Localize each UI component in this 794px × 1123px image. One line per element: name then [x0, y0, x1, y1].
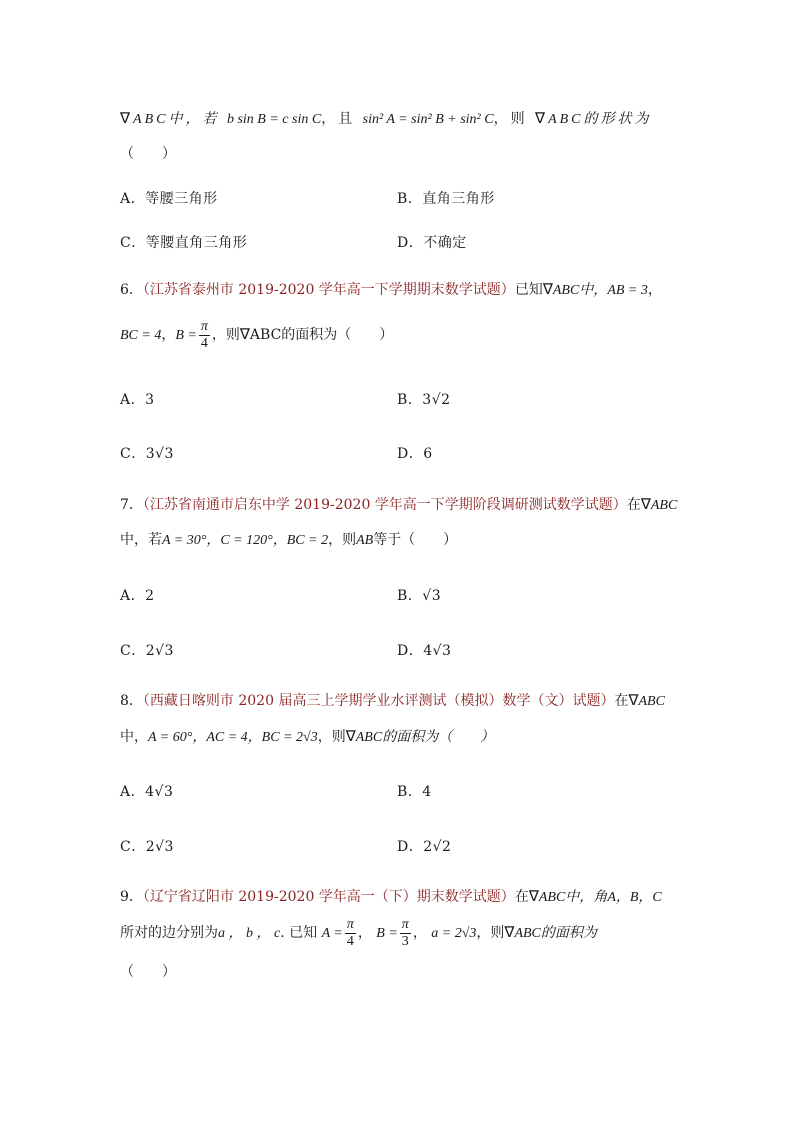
q8-option-a: A．4√3: [120, 784, 174, 800]
q6-line1: 6．（江苏省泰州市 2019-2020 学年高一下学期期末数学试题）已知∇ABC中，AB = 3，: [120, 280, 662, 298]
question-source: （江苏省南通市启东中学 2019-2020 学年高一下学期阶段调研测试数学试题）: [142, 497, 627, 513]
question-source: （西藏日喀则市 2020 届高三上学期学业水评测试（模拟）数学（文）试题）: [142, 693, 615, 709]
q5-option-a: A．等腰三角形: [120, 191, 218, 207]
fraction-pi-over-3: $\frac{\pi}{3}$: [401, 916, 409, 949]
question-source: （辽宁省辽阳市 2019-2020 学年高一（下）期末数学试题）: [142, 889, 515, 905]
q9-line1: 9．（辽宁省辽阳市 2019-2020 学年高一（下）期末数学试题）在∇ABC中，角A，B，C: [120, 887, 662, 905]
q8-option-d: D．2√2: [397, 839, 452, 855]
triangle-symbol: ∇: [535, 109, 549, 127]
q6-option-a: A．3: [120, 392, 155, 408]
q7-option-d: D．4√3: [397, 643, 452, 659]
triangle-symbol: ∇: [120, 109, 134, 127]
triangle-symbol: ∇: [542, 280, 553, 298]
q5-option-d: D．不确定: [397, 235, 467, 251]
triangle-symbol: ∇: [504, 923, 515, 941]
q8-option-b: B．4: [397, 784, 432, 800]
triangle-symbol: ∇: [628, 691, 639, 709]
fraction-pi-over-4: $\frac{\pi}{4}$: [346, 916, 354, 949]
q7-option-c: C．2√3: [120, 643, 174, 659]
triangle-symbol: ∇: [239, 325, 250, 343]
q9-line2: 所对的边分别为a ， b ， c. 已知 A = $\frac{\pi}{4}$ ， B = $\frac{\pi}{3}$ ， a = 2√3，则∇ABC的面积为: [120, 916, 597, 949]
q7-option-b: B．√3: [397, 588, 442, 604]
q7-line1: 7．（江苏省南通市启东中学 2019-2020 学年高一下学期阶段调研测试数学试题）在∇ABC: [120, 495, 678, 513]
question-source: （江苏省泰州市 2019-2020 学年高一下学期期末数学试题）: [142, 282, 515, 298]
q6-option-b: B．3√2: [397, 392, 451, 408]
q5-option-b: B．直角三角形: [397, 191, 495, 207]
q6-line2: BC = 4，B = $\frac{\pi}{4}$ ，则∇ABC的面积为（ ）: [120, 318, 394, 351]
q8-line2: 中，A = 60°，AC = 4，BC = 2√3，则∇ABC的面积为（ ）: [120, 727, 495, 745]
q9-paren: （ ）: [120, 964, 176, 980]
triangle-symbol: ∇: [345, 727, 356, 745]
q7-line2: 中，若A = 30°，C = 120°，BC = 2，则AB等于（ ）: [120, 532, 458, 548]
triangle-symbol: ∇: [640, 495, 651, 513]
q8-line1: 8．（西藏日喀则市 2020 届高三上学期学业水评测试（模拟）数学（文）试题）在∇ABC: [120, 691, 665, 709]
q6-option-d: D．6: [397, 446, 433, 462]
q8-option-c: C．2√3: [120, 839, 174, 855]
q5-option-c: C．等腰直角三角形: [120, 235, 248, 251]
q5-line1: ∇ABC中，若 b sin B = c sin C，且 sin² A = sin² B + sin² C，则 ∇ABC的形状为: [120, 109, 652, 127]
triangle-symbol: ∇: [528, 887, 539, 905]
q7-option-a: A．2: [120, 588, 155, 604]
q6-option-c: C．3√3: [120, 446, 174, 462]
fraction-pi-over-4: $\frac{\pi}{4}$: [200, 318, 208, 351]
q5-paren: （ ）: [120, 146, 176, 162]
